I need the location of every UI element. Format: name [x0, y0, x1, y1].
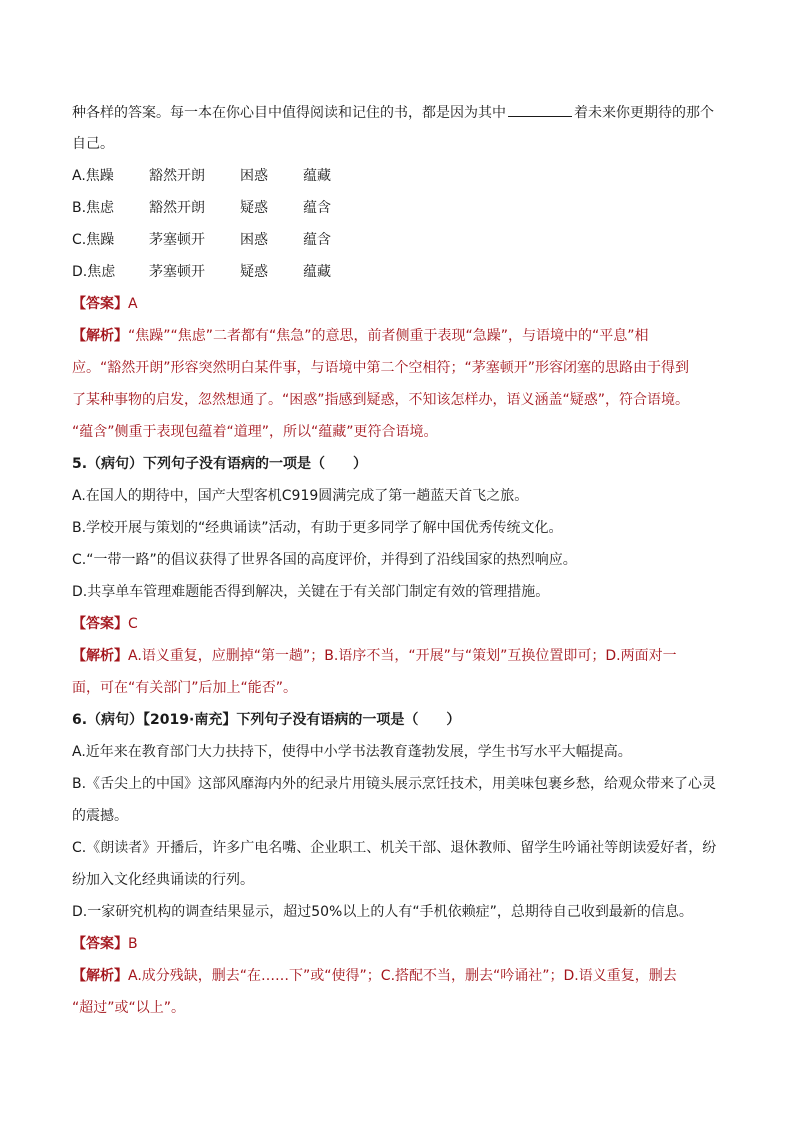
option-label: A.焦躁 [72, 168, 114, 184]
answer-value: C [128, 616, 138, 632]
answer-value: A [128, 296, 138, 312]
q4-analysis-line-4: “蕴含”侧重于表现包蕴着“道理”，所以“蕴藏”更符合语境。 [72, 424, 438, 440]
option-word-3: 蕴藏 [303, 168, 331, 184]
option-word-2: 疑惑 [240, 200, 268, 216]
option-label: C.焦躁 [72, 232, 115, 248]
answer-value: B [128, 936, 138, 952]
q5-title: 5.（病句）下列句子没有语病的一项是（ ） [72, 456, 368, 472]
q5-analysis-line-2: 面，可在“有关部门”后加上“能否”。 [72, 680, 298, 696]
q4-stem-line-2: 自己。 [72, 136, 114, 152]
option-word-3: 蕴含 [303, 232, 331, 248]
q6-option-c-line-1: C.《朗读者》开播后，许多广电名嘴、企业职工、机关干部、退休教师、留学生吟诵社等朗读爱好者，纷 [72, 840, 717, 856]
option-label: B.焦虑 [72, 200, 115, 216]
q6-option-d: D.一家研究机构的调查结果显示，超过50%以上的人有“手机依赖症”，总期待自己收到最新的信息。 [72, 904, 693, 920]
option-word-2: 困惑 [240, 168, 268, 184]
option-word-1: 豁然开朗 [149, 200, 205, 216]
q6-title: 6.（病句）【2019·南充】下列句子没有语病的一项是（ ） [72, 712, 461, 728]
analysis-text: “焦躁”“焦虑”二者都有“焦急”的意思，前者侧重于表现“急躁”，与语境中的“平息”相 [128, 328, 649, 344]
option-word-1: 茅塞顿开 [149, 232, 205, 248]
q5-option-c: C.“一带一路”的倡议获得了世界各国的高度评价，并得到了沿线国家的热烈响应。 [72, 552, 577, 568]
answer-tag: 【答案】 [72, 296, 128, 312]
q6-analysis-line-1 [72, 966, 677, 986]
q6-option-a: A.近年来在教育部门大力扶持下，使得中小学书法教育蓬勃发展，学生书写水平大幅提高。 [72, 744, 632, 760]
q4-answer [72, 294, 138, 314]
q6-option-b-line-1: B.《舌尖上的中国》这部风靡海内外的纪录片用镜头展示烹饪技术，用美味包裹乡愁，给观众带来了心灵 [72, 776, 717, 792]
option-label: D.焦虑 [72, 264, 116, 280]
analysis-tag: 【解析】 [72, 328, 128, 344]
answer-tag: 【答案】 [72, 616, 128, 632]
option-word-2: 疑惑 [240, 264, 268, 280]
analysis-tag: 【解析】 [72, 648, 128, 664]
answer-tag: 【答案】 [72, 936, 128, 952]
option-word-1: 茅塞顿开 [149, 264, 205, 280]
q4-stem-pre: 种各样的答案。每一本在你心目中值得阅读和记住的书，都是因为其中 [72, 105, 506, 121]
q5-option-b: B.学校开展与策划的“经典诵读”活动，有助于更多同学了解中国优秀传统文化。 [72, 520, 563, 536]
option-word-2: 困惑 [240, 232, 268, 248]
analysis-text: A.成分残缺，删去“在……下”或“使得”；C.搭配不当，删去“吟诵社”；D.语义重复，删去 [128, 968, 677, 984]
q4-analysis-line-3: 了某种事物的启发，忽然想通了。“困惑”指感到疑惑，不知该怎样办，语义涵盖“疑惑”，符合语境。 [72, 392, 690, 408]
q6-option-b-line-2: 的震撼。 [72, 808, 128, 824]
option-word-3: 蕴含 [303, 200, 331, 216]
option-word-1: 豁然开朗 [149, 168, 205, 184]
q5-option-a: A.在国人的期待中，国产大型客机C919圆满完成了第一趟蓝天首飞之旅。 [72, 488, 529, 504]
q4-stem-post: 着未来你更期待的那个 [574, 105, 714, 121]
q6-analysis-line-2: “超过”或“以上”。 [72, 1000, 186, 1016]
q4-stem-line-1 [72, 102, 714, 123]
analysis-text: A.语义重复，应删掉“第一趟”；B.语序不当，“开展”与“策划”互换位置即可；D.两面对一 [128, 648, 677, 664]
q5-option-d: D.共享单车管理难题能否得到解决，关键在于有关部门制定有效的管理措施。 [72, 584, 550, 600]
q4-analysis-line-2: 应。“豁然开朗”形容突然明白某件事，与语境中第二个空相符；“茅塞顿开”形容闭塞的思路由于得到 [72, 360, 690, 376]
q5-analysis-line-1 [72, 646, 677, 666]
fill-blank [508, 102, 572, 117]
analysis-tag: 【解析】 [72, 968, 128, 984]
q6-answer [72, 934, 138, 954]
q5-answer [72, 614, 138, 634]
option-word-3: 蕴藏 [303, 264, 331, 280]
q6-option-c-line-2: 纷加入文化经典诵读的行列。 [72, 872, 254, 888]
q4-analysis-line-1 [72, 326, 649, 346]
